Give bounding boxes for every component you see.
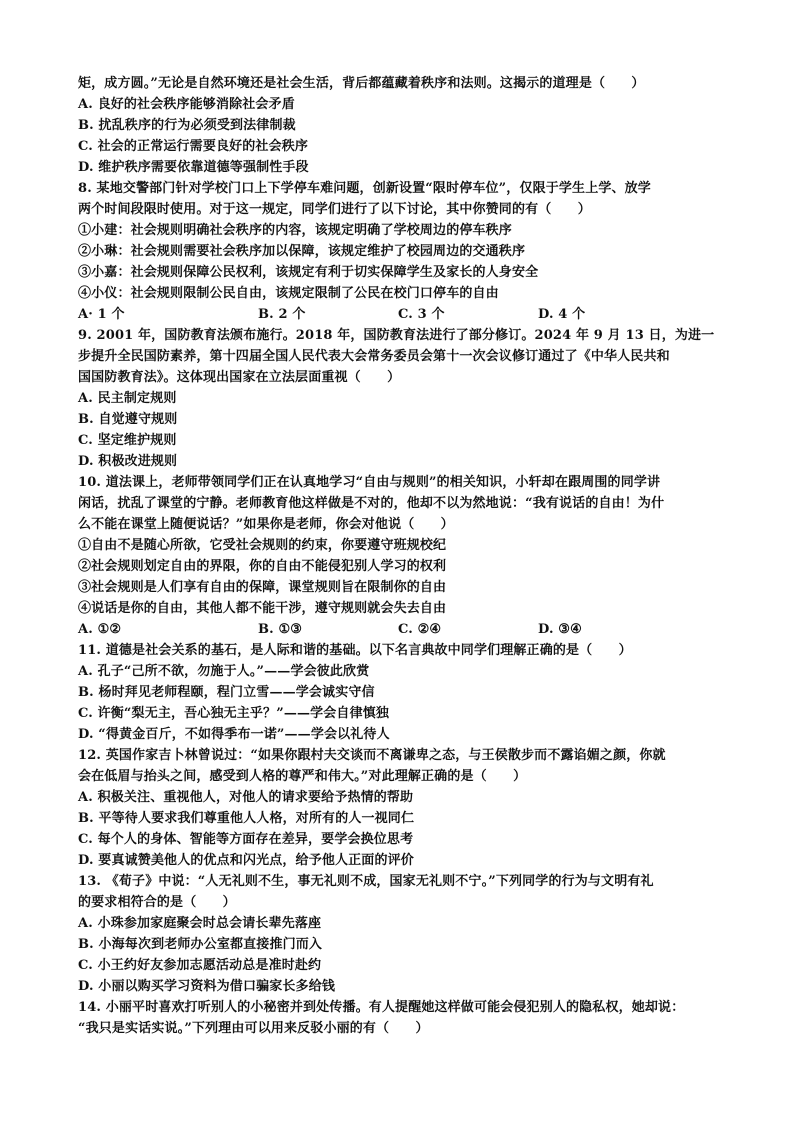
q9-option-a: A. 民主制定规则: [78, 391, 177, 406]
q12-option-a: A. 积极关注、重视他人，对他人的请求要给予热情的帮助: [78, 790, 414, 805]
q11-option-b: B. 杨时拜见老师程颐，程门立雪——学会诚实守信: [78, 685, 375, 700]
q7-option-a: A. 良好的社会秩序能够消除社会矛盾: [78, 97, 295, 112]
q9-stem-line-1: 9. 2001 年，国防教育法颁布施行。2018 年，国防教育法进行了部分修订。2024 年 9 月 13 日，为进一: [78, 328, 715, 343]
q9-stem-line-3: 国国防教育法》。这体现出国家在立法层面重视（ ）: [78, 370, 401, 385]
q7-option-b: B. 扰乱秩序的行为必须受到法律制裁: [78, 118, 296, 133]
q11-stem-line-1: 11. 道德是社会关系的基石，是人际和谐的基础。以下名言典故中同学们理解正确的是（ ）: [78, 643, 632, 658]
q10-stem-line-3: 么不能在课堂上随便说话？”如果你是老师，你会对他说（ ）: [78, 517, 454, 532]
q8-option-b: B. 2 个: [258, 307, 306, 322]
q10-stem-line-2: 闲话，扰乱了课堂的宁静。老师教育他这样做是不对的，他却不以为然地说：“我有说话的自由！为什: [78, 496, 665, 511]
q12-option-c: C. 每个人的身体、智能等方面存在差异，要学会换位思考: [78, 832, 414, 847]
q14-stem-line-1: 14. 小丽平时喜欢打听别人的小秘密并到处传播。有人提醒她这样做可能会侵犯别人的隐私权，她却说：: [78, 1000, 685, 1015]
q8-stem-line-2: 两个时间段限时使用。对于这一规定，同学们进行了以下讨论，其中你赞同的有（ ）: [78, 202, 591, 217]
q12-option-d: D. 要真诚赞美他人的优点和闪光点，给予他人正面的评价: [78, 853, 414, 868]
q9-option-d: D. 积极改进规则: [78, 454, 178, 469]
q10-stem-line-1: 10. 道法课上，老师带领同学们正在认真地学习“自由与规则”的相关知识，小轩却在跟周围的同学讲: [78, 475, 661, 490]
q9-option-c: C. 坚定维护规则: [78, 433, 177, 448]
q11-option-d: D. “得黄金百斤，不如得季布一诺”——学会以礼待人: [78, 727, 390, 742]
q14-stem-line-2: “我只是实话实说。”下列理由可以用来反驳小丽的有（ ）: [78, 1021, 429, 1036]
q9-stem-line-2: 步提升全民国防素养，第十四届全国人民代表大会常务委员会第十一次会议修订通过了《中华人民共和: [78, 349, 670, 364]
q8-option-c: C. 3 个: [398, 307, 445, 322]
q9-option-b: B. 自觉遵守规则: [78, 412, 178, 427]
q8-option-d: D. 4 个: [538, 307, 586, 322]
q10-option-b: B. ①③: [258, 622, 303, 637]
q7-option-d: D. 维护秩序需要依靠道德等强制性手段: [78, 160, 309, 175]
q13-option-a: A. 小珠参加家庭聚会时总会请长辈先落座: [78, 916, 322, 931]
q8-statement-3: ③小嘉：社会规则保障公民权利，该规定有利于切实保障学生及家长的人身安全: [78, 265, 539, 280]
q8-statement-4: ④小仪：社会规则限制公民自由，该规定限制了公民在校门口停车的自由: [78, 286, 499, 301]
q13-option-d: D. 小丽以购买学习资料为借口骗家长多给钱: [78, 979, 336, 994]
q13-stem-line-1: 13. 《荀子》中说：“人无礼则不生，事无礼则不成，国家无礼则不宁。”下列同学的行为与文明有礼: [78, 874, 654, 889]
q12-stem-line-1: 12. 英国作家吉卜林曾说过：“如果你跟村夫交谈而不离谦卑之态，与王侯散步而不露谄媚之颜，你就: [78, 748, 666, 763]
q8-stem-line-1: 8. 某地交警部门针对学校门口上下学停车难问题，创新设置“限时停车位”，仅限于学生上学、放学: [78, 181, 651, 196]
q8-statement-1: ①小建：社会规则明确社会秩序的内容，该规定明确了学校周边的停车秩序: [78, 223, 512, 238]
q10-option-c: C. ②④: [398, 622, 442, 637]
q8-statement-2: ②小琳：社会规则需要社会秩序加以保障，该规定维护了校园周边的交通秩序: [78, 244, 526, 259]
q7-option-c: C. 社会的正常运行需要良好的社会秩序: [78, 139, 309, 154]
q10-statement-2: ②社会规则划定自由的界限，你的自由不能侵犯别人学习的权利: [78, 559, 447, 574]
q11-option-a: A. 孔子“己所不欲，勿施于人。”——学会彼此欣赏: [78, 664, 370, 679]
q10-option-a: A. ①②: [78, 622, 122, 637]
q13-option-c: C. 小王约好友参加志愿活动总是准时赴约: [78, 958, 322, 973]
q12-option-b: B. 平等待人要求我们尊重他人人格，对所有的人一视同仁: [78, 811, 415, 826]
q12-stem-line-2: 会在低眉与抬头之间，感受到人格的尊严和伟大。”对此理解正确的是（ ）: [78, 769, 527, 784]
q10-statement-1: ①自由不是随心所欲，它受社会规则的约束，你要遵守班规校纪: [78, 538, 447, 553]
q10-statement-4: ④说话是你的自由，其他人都不能干涉，遵守规则就会失去自由: [78, 601, 447, 616]
q10-option-d: D. ③④: [538, 622, 582, 637]
q13-stem-line-2: 的要求相符合的是（ ）: [78, 895, 236, 910]
q8-option-a: A· 1 个: [78, 307, 125, 322]
q13-option-b: B. 小海每次到老师办公室都直接推门而入: [78, 937, 323, 952]
q7-stem-line: 矩，成方圆。”无论是自然环境还是社会生活，背后都蕴藏着秩序和法则。这揭示的道理是（ ）: [78, 76, 645, 91]
q10-statement-3: ③社会规则是人们享有自由的保障，课堂规则旨在限制你的自由: [78, 580, 447, 595]
q11-option-c: C. 许衡“梨无主，吾心独无主乎？”——学会自律慎独: [78, 706, 390, 721]
